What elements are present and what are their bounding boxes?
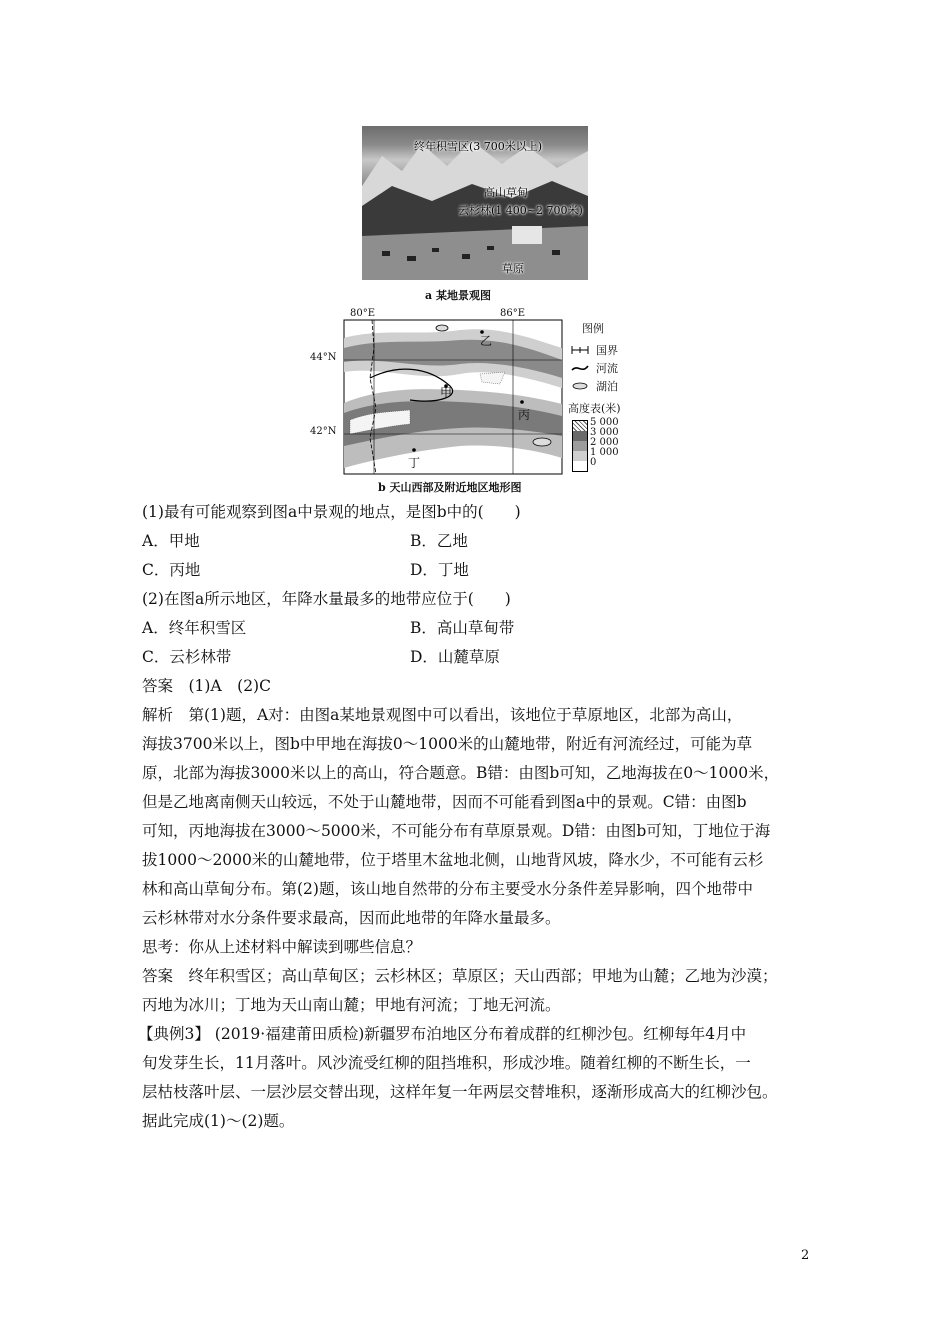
- lon-label-80: 80°E: [350, 308, 376, 319]
- answer-2-line: 答案 终年积雪区；高山草甸区；云杉林区；草原区；天山西部；甲地为山麓；乙地为沙漠；: [142, 967, 778, 985]
- place-ding: 丁: [408, 456, 421, 470]
- answer-1: 答案 (1)A (2)C: [142, 677, 271, 695]
- meadow-label: 高山草甸: [484, 186, 528, 199]
- legend-symbols: [570, 344, 592, 400]
- analysis-line: 解析 第(1)题，A对：由图a某地景观图中可以看出，该地位于草原地区，北部为高山，: [142, 706, 743, 724]
- q2-option-d: D．山麓草原: [410, 648, 500, 666]
- place-yi: 乙: [480, 334, 493, 348]
- landscape-photo: [362, 126, 588, 280]
- spruce-label: 云杉林(1 400~2 700米): [458, 204, 583, 217]
- lon-label-86: 86°E: [500, 308, 526, 319]
- place-bing: 丙: [518, 408, 531, 422]
- question-1: (1)最有可能观察到图a中景观的地点，是图b中的( ): [142, 503, 521, 521]
- height-scale-bar: [572, 420, 588, 472]
- example-line: 据此完成(1)～(2)题。: [142, 1112, 295, 1130]
- analysis-line: 但是乙地离南侧天山较远，不处于山麓地带，因而不可能看到图a中的景观。C错：由图b: [142, 793, 747, 811]
- legend-height-title: 高度表(米): [568, 402, 621, 415]
- legend-river: 河流: [596, 362, 618, 375]
- height-2000: 2 000: [590, 437, 619, 448]
- analysis-line: 海拔3700米以上，图b中甲地在海拔0～1000米的山麓地带，附近有河流经过，可能为草: [142, 735, 753, 753]
- steppe-label: 草原: [502, 262, 524, 275]
- legend-title: 图例: [582, 322, 604, 335]
- q1-option-a: A．甲地: [142, 532, 200, 550]
- height-5000: 5 000: [590, 417, 619, 428]
- lat-label-42: 42°N: [310, 426, 337, 437]
- example-line: 旬发芽生长，11月落叶。风沙流受红柳的阻挡堆积，形成沙堆。随着红柳的不断生长，一: [142, 1054, 751, 1072]
- page-number: 2: [801, 1248, 810, 1263]
- analysis-line: 林和高山草甸分布。第(2)题，该山地自然带的分布主要受水分条件差异影响，四个地带中: [142, 880, 753, 898]
- lat-label-44: 44°N: [310, 352, 337, 363]
- analysis-line: 拔1000～2000米的山麓地带，位于塔里木盆地北侧，山地背风坡，降水少，不可能有云杉: [142, 851, 764, 869]
- height-1000: 1 000: [590, 447, 619, 458]
- legend-border: 国界: [596, 344, 618, 357]
- q1-option-d: D．丁地: [410, 561, 469, 579]
- q1-option-c: C．丙地: [142, 561, 201, 579]
- height-0: 0: [590, 457, 597, 468]
- snow-zone-label: 终年积雪区(3 700米以上): [414, 140, 543, 153]
- example-line: 【典例3】 (2019·福建莆田质检)新疆罗布泊地区分布着成群的红柳沙包。红柳每年4月中: [138, 1025, 747, 1043]
- legend-lake: 湖泊: [596, 380, 618, 393]
- q2-option-b: B．高山草甸带: [410, 619, 515, 637]
- figure-b-caption: b 天山西部及附近地区地形图: [378, 481, 522, 494]
- example-line: 层枯枝落叶层、一层沙层交替出现，这样年复一年两层交替堆积，逐渐形成高大的红柳沙包。: [142, 1083, 778, 1101]
- q1-option-b: B．乙地: [410, 532, 468, 550]
- map-legend: [568, 320, 648, 480]
- q2-option-c: C．云杉林带: [142, 648, 232, 666]
- height-3000: 3 000: [590, 427, 619, 438]
- analysis-line: 云杉林带对水分条件要求最高，因而此地带的年降水量最多。: [142, 909, 561, 927]
- place-jia: 甲: [440, 386, 453, 400]
- figure-a-caption: a 某地景观图: [425, 289, 491, 302]
- height-scale-labels: [590, 418, 619, 468]
- think-question: 思考：你从上述材料中解读到哪些信息？: [142, 938, 422, 956]
- analysis-line: 原，北部为海拔3000米以上的高山，符合题意。B错：由图b可知，乙地海拔在0～1000米，: [142, 764, 780, 782]
- answer-2-line: 丙地为冰川；丁地为天山南山麓；甲地有河流；丁地无河流。: [142, 996, 561, 1014]
- q2-option-a: A．终年积雪区: [142, 619, 247, 637]
- question-2: (2)在图a所示地区，年降水量最多的地带应位于( ): [142, 590, 511, 608]
- analysis-line: 可知，丙地海拔在3000～5000米，不可能分布有草原景观。D错：由图b可知，丁地位于海: [142, 822, 771, 840]
